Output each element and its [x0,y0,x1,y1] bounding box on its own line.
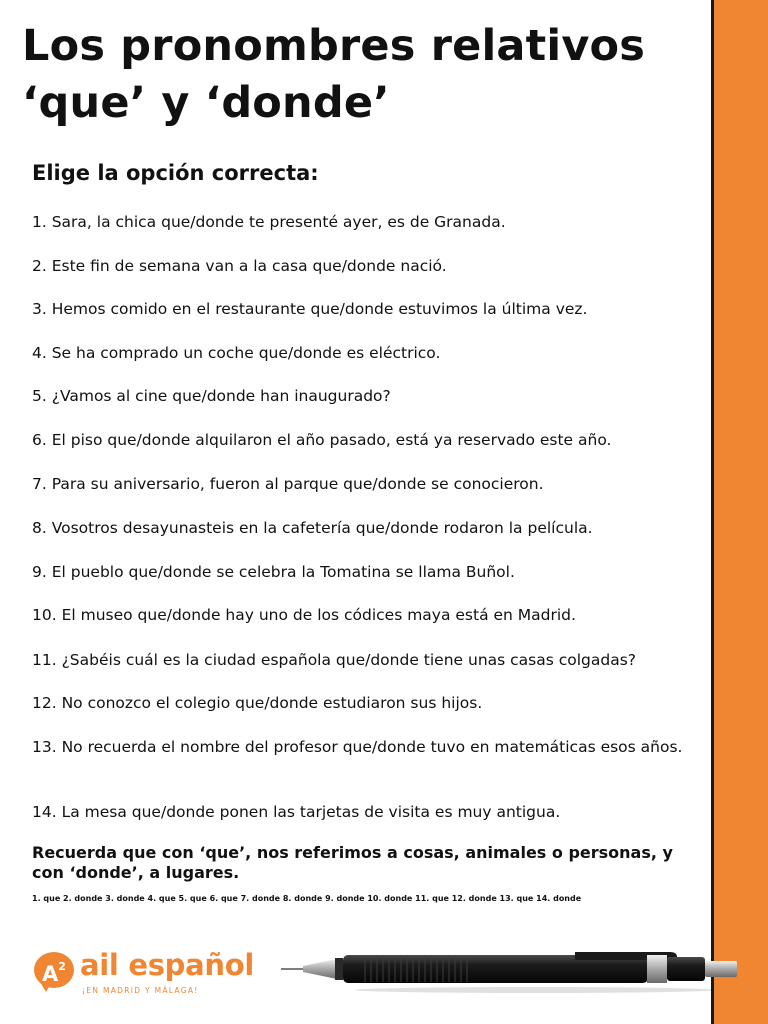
ail-espanol-logo [32,948,262,1000]
exercise-item-8: 8. Vosotros desayunasteis en la cafetería que/donde rodaron la película. [32,519,593,537]
logo-speech-bubble-badge [34,952,74,988]
exercise-item-1: 1. Sara, la chica que/donde te presenté ayer, es de Granada. [32,213,506,231]
exercise-item-5: 5. ¿Vamos al cine que/donde han inaugurado? [32,387,391,405]
logo-name: ail español [80,948,255,982]
exercise-item-4: 4. Se ha comprado un coche que/donde es eléctrico. [32,344,441,362]
exercise-item-13: 13. No recuerda el nombre del profesor que/donde tuvo en matemáticas esos años. [32,738,683,756]
exercise-item-10: 10. El museo que/donde hay uno de los códices maya está en Madrid. [32,606,576,624]
pencil-icon [275,944,745,996]
page-title [22,18,702,132]
exercise-item-3: 3. Hemos comido en el restaurante que/donde estuvimos la última vez. [32,300,588,318]
answer-key: 1. que 2. donde 3. donde 4. que 5. que 6. que 7. donde 8. donde 9. donde 10. donde 11. que 12. donde 13. que 14. donde [32,894,582,903]
exercise-item-12: 12. No conozco el colegio que/donde estudiaron sus hijos. [32,694,483,712]
logo-badge-letter: A [42,962,59,986]
orange-side-bar [711,0,768,1024]
exercise-item-9: 9. El pueblo que/donde se celebra la Tomatina se llama Buñol. [32,563,515,581]
exercise-item-11: 11. ¿Sabéis cuál es la ciudad española que/donde tiene unas casas colgadas? [32,651,637,669]
grammar-reminder: Recuerda que con ‘que’, nos referimos a cosas, animales o personas, y con ‘donde’, a lugares. [32,843,673,882]
title-line-1: Los pronombres relativos [22,21,646,71]
exercise-item-14: 14. La mesa que/donde ponen las tarjetas de visita es muy antigua. [32,803,561,821]
exercise-item-6: 6. El piso que/donde alquilaron el año pasado, está ya reservado este año. [32,431,612,449]
exercise-item-7: 7. Para su aniversario, fueron al parque que/donde se conocieron. [32,475,544,493]
title-line-2: ‘que’ y ‘donde’ [22,78,390,128]
logo-badge-superscript: 2 [58,960,66,973]
logo-subtitle: ¡EN MADRID Y MÁLAGA! [82,986,199,995]
exercise-item-2: 2. Este fin de semana van a la casa que/donde nació. [32,257,447,275]
exercise-instruction: Elige la opción correcta: [32,161,319,185]
